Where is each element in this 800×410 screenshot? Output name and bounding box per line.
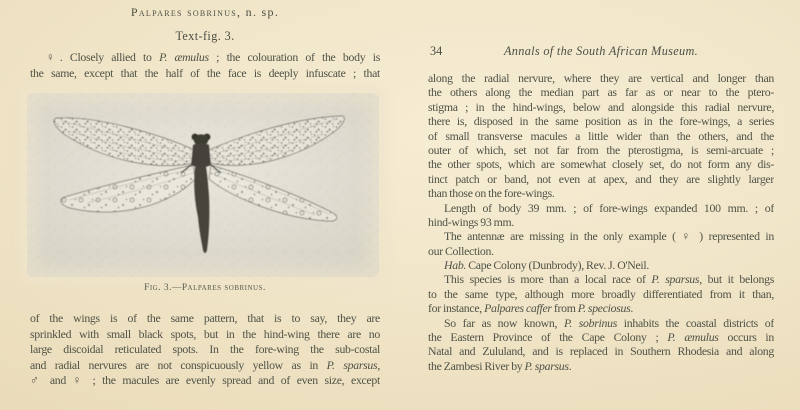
text-line: the Zambesi River by P. sparsus. — [428, 358, 572, 373]
text-line: of small transverse macules a little wider than the others, and the — [428, 128, 774, 143]
paragraph — [30, 311, 380, 389]
text-line: the others along the median part as far as or near to the ptero- — [428, 85, 774, 100]
text-line: Hab. Cape Colony (Dunbrody), Rev. J. O'Neil. — [444, 258, 650, 273]
left-page — [30, 0, 380, 410]
species-heading-suffix: , n. sp. — [237, 5, 280, 19]
text-line: of the wings is of the same pattern, that is to say, they are — [30, 311, 380, 325]
page-number: 34 — [430, 44, 443, 58]
paragraph — [30, 50, 380, 81]
text-line: Length of body 39 mm. ; of fore-wings expanded 100 mm. ; of — [444, 200, 774, 215]
paragraph — [428, 201, 774, 230]
paragraph — [428, 258, 774, 272]
species-heading-name: Palpares sobrinus — [130, 5, 238, 19]
text-line: and radial nervures are not conspicuously yellow as in P. sparsus, — [30, 357, 380, 372]
text-line: outer of which, set not far from the pterostigma, is semi-arcuate ; — [428, 142, 774, 157]
text-line: sprinkled with small black spots, but in the hind-wing there are no — [30, 326, 380, 341]
text-line: to the same type, although more broadly differentiated from it than, — [428, 286, 774, 301]
paragraph — [428, 272, 774, 315]
running-title: Annals of the South African Museum. — [503, 44, 699, 58]
text-line: there is, disposed in the same position as in the fore-wings, a series — [428, 114, 774, 129]
figure-caption: Fig. 3.—Palpares sobrinus. — [144, 283, 266, 293]
text-line: Natal and Zululand, and is replaced in Southern Rhodesia and along — [428, 344, 774, 359]
text-line: ♀. Closely allied to P. æmulus ; the colouration of the body is — [46, 50, 380, 64]
species-heading — [30, 5, 380, 20]
text-line: This species is more than a local race of P. sparsus, but it belongs — [444, 272, 774, 287]
text-line: the same, except that the half of the face is deeply infuscate ; that — [30, 65, 380, 80]
text-line: large discoidal reticulated spots. In the fore-wing the sub-costal — [30, 342, 380, 357]
figure-plate — [27, 93, 379, 277]
text-line: ♂ and ♀ ; the macules are evenly spread and of even size, except — [30, 373, 380, 388]
body-text — [428, 71, 774, 373]
text-line: tinct patch or band, not even at apex, and they are slightly larger — [428, 171, 774, 186]
paragraph — [428, 316, 774, 374]
paragraph — [428, 71, 774, 201]
text-line: than those on the fore-wings. — [428, 186, 555, 201]
text-line: The antennæ are missing in the only example ( ♀ ) represented in — [444, 229, 774, 244]
paragraph — [428, 229, 774, 258]
right-page — [428, 0, 774, 410]
text-line: the Eastern Province of the Cape Colony ; P. æmulus occurs in — [428, 330, 774, 345]
text-line: the other spots, which are somewhat closely set, do not form any dis- — [428, 157, 774, 172]
text-line: our Collection. — [428, 243, 494, 258]
textfig-heading: Text-fig. 3. — [175, 29, 235, 43]
text-line: for instance, Palpares caffer from P. speciosus. — [428, 301, 634, 316]
text-line: hind-wings 93 mm. — [428, 214, 514, 229]
antlion-illustration — [27, 93, 379, 277]
text-line: stigma ; in the hind-wings, below and alongside this radial nervure, — [428, 99, 774, 114]
text-line: along the radial nervure, where they are vertical and longer than — [428, 71, 774, 85]
running-head — [428, 44, 774, 60]
text-line: So far as now known, P. sobrinus inhabits the coastal districts of — [444, 315, 774, 330]
